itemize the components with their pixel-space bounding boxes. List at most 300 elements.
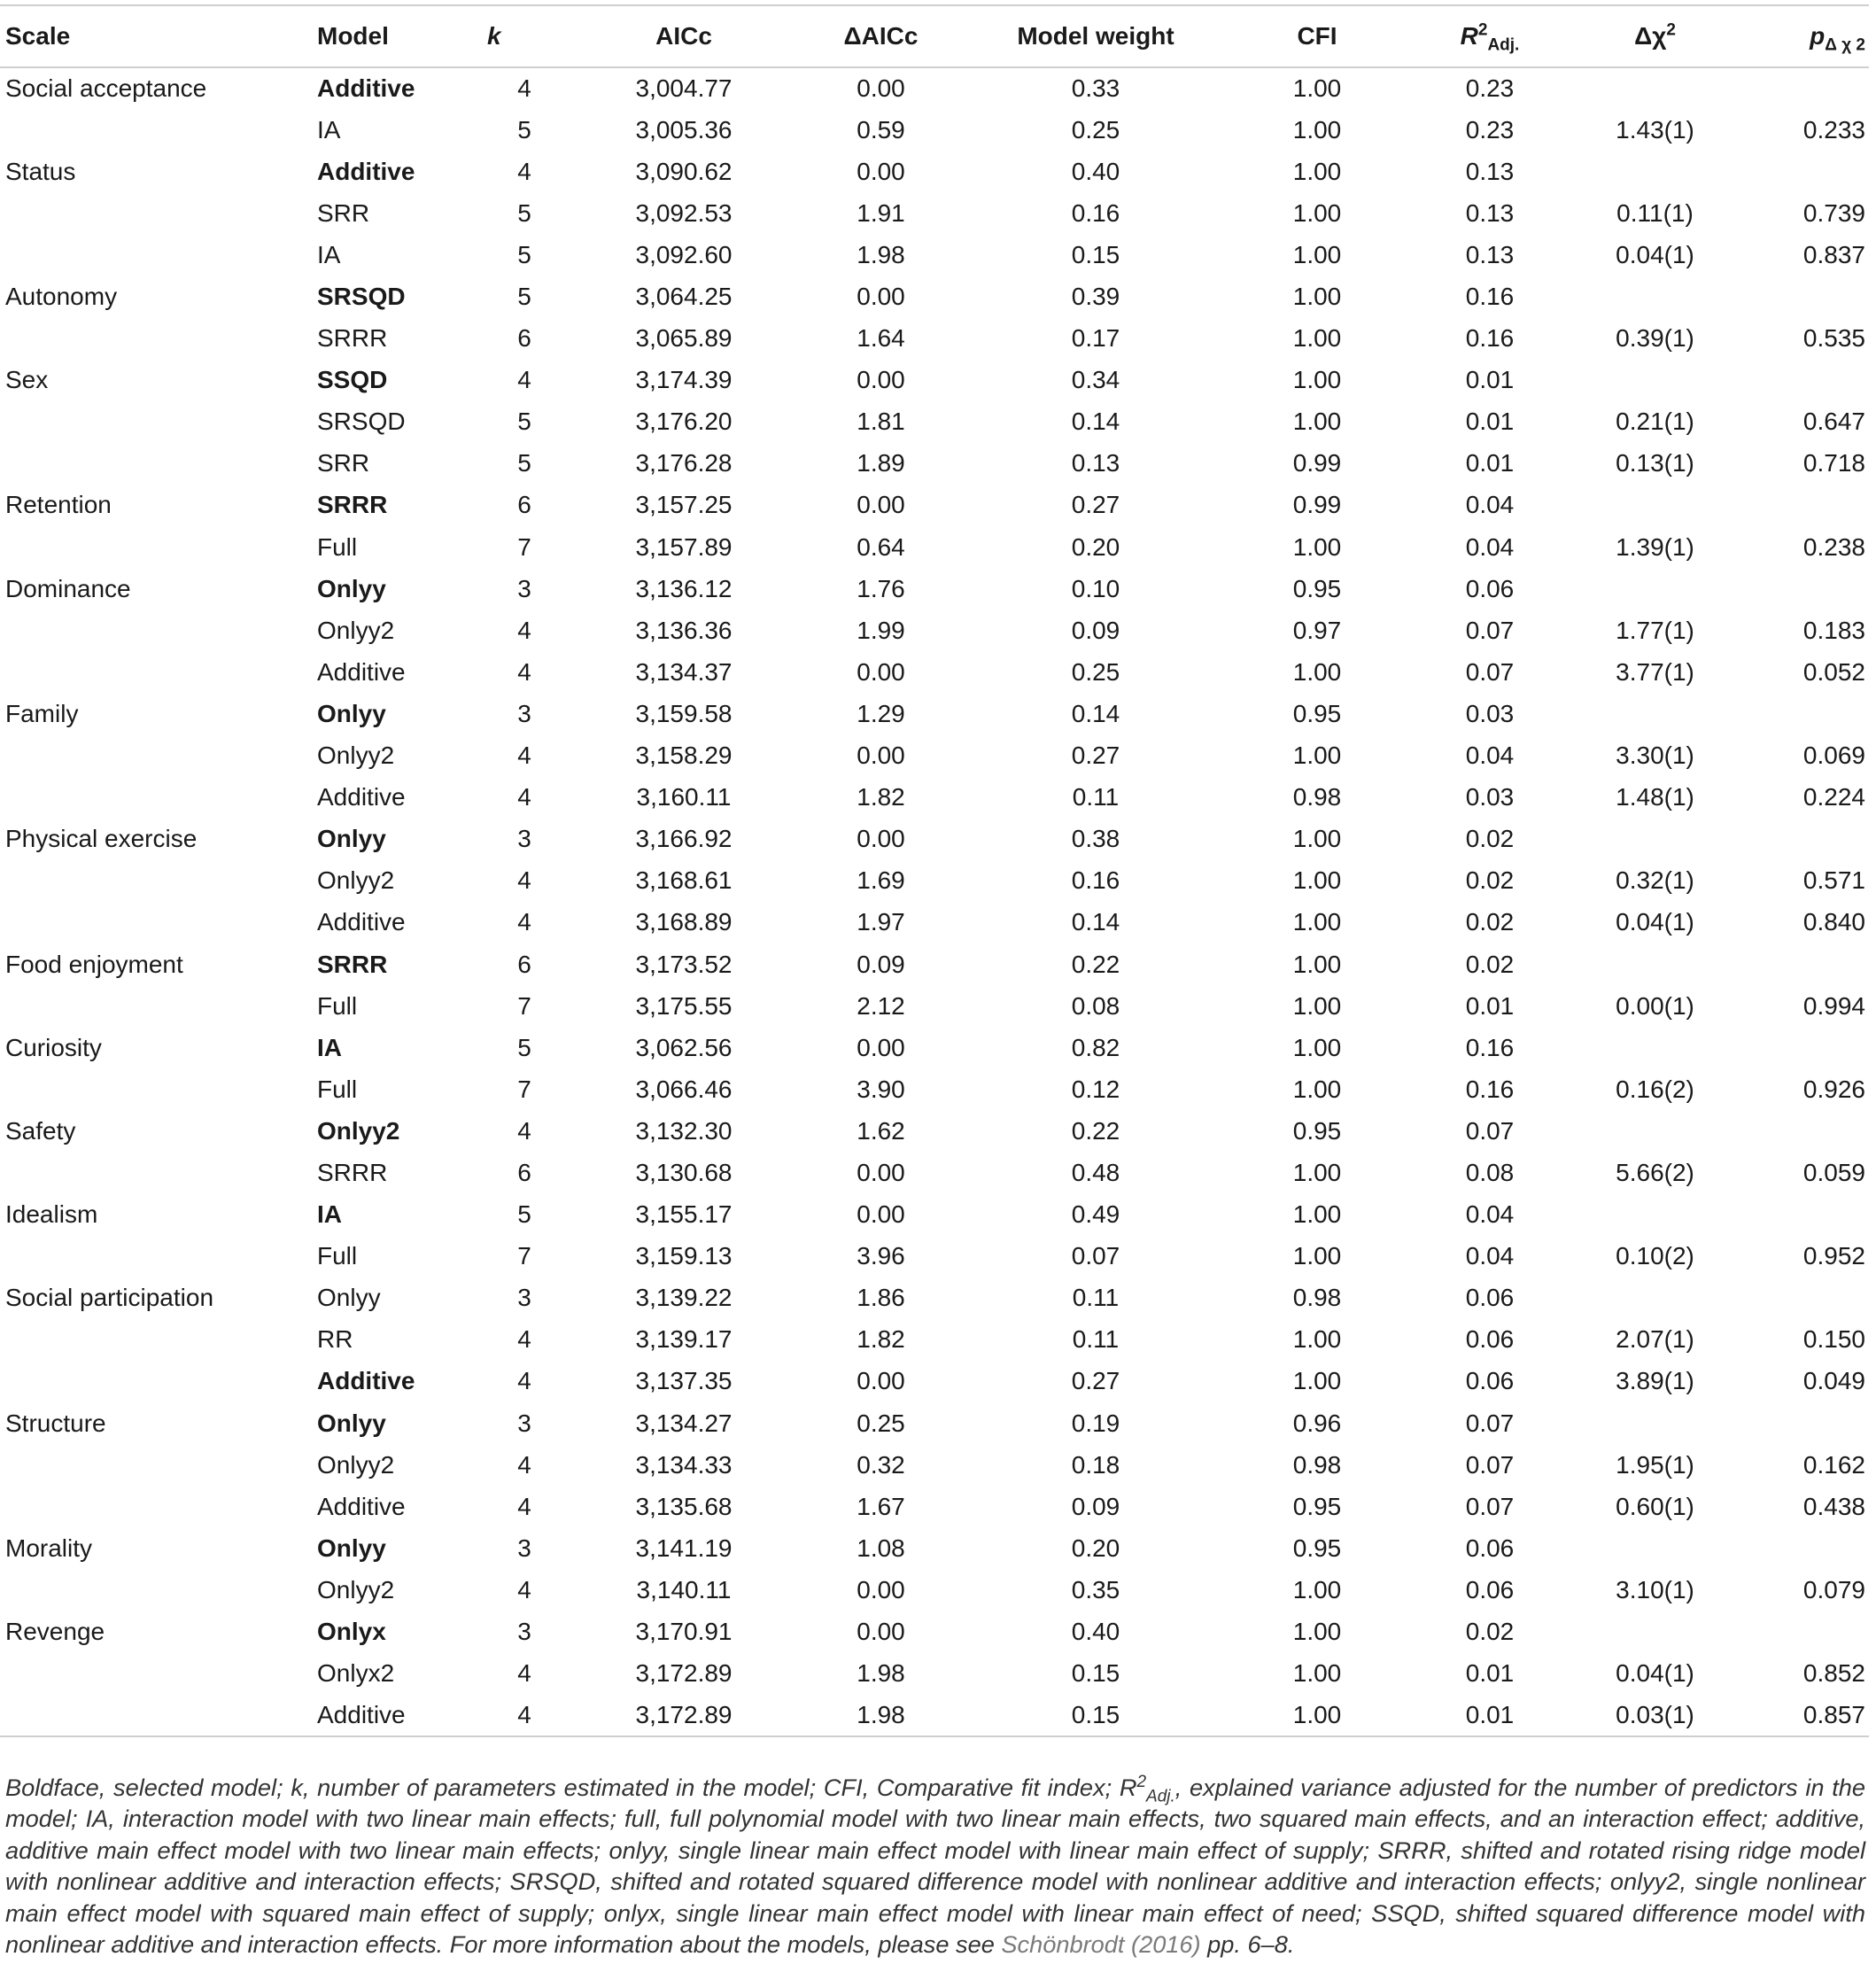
cell-delta-aicc: 0.00: [857, 366, 905, 394]
cell-aicc: 3,137.35: [635, 1367, 733, 1395]
cell-model: Onlyy: [317, 1534, 386, 1562]
cell-delta-chi2: 0.21(1): [1616, 408, 1694, 436]
cell-model-weight: 0.16: [1071, 198, 1120, 227]
cell-aicc: 3,090.62: [635, 157, 733, 185]
cell-delta-chi2: [1574, 943, 1736, 985]
table-row: [0, 735, 1869, 777]
cell-delta-aicc: 1.82: [857, 783, 905, 811]
table-row: [0, 1236, 1869, 1277]
cell-scale: [0, 610, 312, 651]
cell-model-weight: 0.27: [1071, 1367, 1120, 1395]
cell-k: 4: [517, 1659, 531, 1688]
cell-delta-chi2: 0.16(2): [1616, 1075, 1694, 1103]
cell-model: SRSQD: [317, 283, 406, 311]
cell-k: 5: [517, 115, 531, 144]
cell-p-value: [1736, 1194, 1869, 1236]
cell-model-weight: 0.82: [1071, 1033, 1120, 1061]
header-p-delta-chi2: [1736, 5, 1869, 67]
cell-r2-adj: 0.01: [1465, 991, 1515, 1020]
table-row: [0, 526, 1869, 568]
cell-delta-chi2: [1574, 276, 1736, 317]
cell-model-weight: 0.19: [1071, 1409, 1120, 1437]
cell-delta-aicc: 0.00: [857, 1158, 905, 1186]
cell-scale: Dominance: [5, 574, 131, 602]
cell-model: Onlyy2: [317, 866, 395, 895]
cell-model-weight: 0.38: [1071, 825, 1120, 853]
cell-r2-adj: 0.02: [1465, 950, 1515, 978]
cell-delta-aicc: 1.81: [857, 408, 905, 436]
cell-p-value: 0.150: [1802, 1325, 1865, 1354]
cell-model-weight: 0.09: [1071, 1492, 1120, 1520]
cell-p-value: 0.059: [1802, 1158, 1865, 1186]
cell-k: 3: [517, 574, 531, 602]
cell-delta-chi2: 3.30(1): [1616, 742, 1694, 770]
cell-model-weight: 0.13: [1071, 449, 1120, 478]
cell-model-weight: 0.25: [1071, 115, 1120, 144]
cell-cfi: 0.98: [1292, 1450, 1342, 1479]
cell-r2-adj: 0.04: [1465, 532, 1515, 561]
cell-r2-adj: 0.04: [1465, 1242, 1515, 1270]
cell-model: Full: [317, 1242, 358, 1270]
cell-scale: Autonomy: [5, 283, 118, 311]
cell-model: SRRR: [317, 324, 388, 353]
cell-cfi: 0.95: [1292, 1116, 1342, 1145]
cell-delta-chi2: 3.77(1): [1616, 657, 1694, 686]
header-model: Model: [312, 5, 480, 67]
cell-p-value: 0.994: [1802, 991, 1865, 1020]
cell-delta-aicc: 1.98: [857, 240, 905, 268]
cell-p-value: [1736, 151, 1869, 192]
cell-delta-chi2: [1574, 1110, 1736, 1152]
cell-model: Additive: [317, 1367, 415, 1395]
cell-delta-chi2: 1.43(1): [1616, 115, 1694, 144]
cell-delta-chi2: 5.66(2): [1616, 1158, 1694, 1186]
cell-scale: [0, 1569, 312, 1611]
table-row: [0, 819, 1869, 860]
cell-scale: [0, 735, 312, 777]
cell-scale: Family: [5, 699, 79, 727]
cell-p-value: 0.049: [1802, 1367, 1865, 1395]
cell-scale: Idealism: [5, 1200, 98, 1229]
cell-k: 4: [517, 908, 531, 936]
cell-cfi: 1.00: [1292, 366, 1342, 394]
cell-scale: Morality: [5, 1534, 93, 1562]
cell-delta-aicc: 1.67: [857, 1492, 905, 1520]
cell-r2-adj: 0.13: [1465, 240, 1515, 268]
table-header: [0, 5, 1869, 67]
model-comparison-table: [0, 4, 1869, 1737]
header-aicc: AICc: [569, 5, 799, 67]
cell-k: 4: [517, 366, 531, 394]
cell-aicc: 3,172.89: [635, 1659, 733, 1688]
table-row: [0, 276, 1869, 317]
cell-k: 3: [517, 1284, 531, 1312]
cell-aicc: 3,064.25: [635, 283, 733, 311]
table-row: [0, 1486, 1869, 1527]
cell-scale: [0, 651, 312, 693]
cell-model-weight: 0.39: [1071, 283, 1120, 311]
cell-p-value: [1736, 1402, 1869, 1444]
cell-model: SSQD: [317, 366, 388, 394]
cell-scale: [0, 192, 312, 234]
cell-model: Onlyy2: [317, 1575, 395, 1603]
cell-delta-aicc: 0.00: [857, 742, 905, 770]
footnote-text-3: pp. 6–8.: [1200, 1930, 1295, 1959]
cell-cfi: 1.00: [1292, 1367, 1342, 1395]
cell-delta-chi2: [1574, 1027, 1736, 1068]
cell-k: 4: [517, 1450, 531, 1479]
cell-cfi: 0.99: [1292, 449, 1342, 478]
cell-p-value: 0.438: [1802, 1492, 1865, 1520]
table-row: [0, 1444, 1869, 1486]
cell-scale: [0, 777, 312, 819]
cell-delta-aicc: 1.29: [857, 699, 905, 727]
cell-delta-aicc: 1.98: [799, 1695, 963, 1736]
cell-delta-chi2: 0.32(1): [1616, 866, 1694, 895]
cell-aicc: 3,132.30: [635, 1116, 733, 1145]
cell-scale: [0, 1068, 312, 1110]
cell-delta-chi2: 0.03(1): [1574, 1695, 1736, 1736]
cell-cfi: 1.00: [1292, 991, 1342, 1020]
cell-r2-adj: 0.07: [1465, 616, 1515, 644]
cell-cfi: 1.00: [1292, 240, 1342, 268]
cell-aicc: 3,172.89: [569, 1695, 799, 1736]
cell-k: 6: [517, 1158, 531, 1186]
table-row: [0, 1695, 1869, 1736]
cell-delta-chi2: [1574, 1611, 1736, 1652]
cell-cfi: 1.00: [1292, 1033, 1342, 1061]
cell-p-value: 0.952: [1802, 1242, 1865, 1270]
table-row: [0, 192, 1869, 234]
cell-scale: Curiosity: [5, 1033, 102, 1061]
cell-model: Onlyy2: [317, 1450, 395, 1479]
cell-aicc: 3,136.12: [635, 574, 733, 602]
cell-scale: [0, 1361, 312, 1402]
cell-model: Onlyy: [317, 825, 386, 853]
cell-cfi: 1.00: [1292, 657, 1342, 686]
cell-r2-adj: 0.04: [1465, 491, 1515, 519]
cell-model: Onlyy2: [317, 616, 395, 644]
table-row: [0, 651, 1869, 693]
cell-model-weight: 0.14: [1071, 908, 1120, 936]
table-row: [0, 902, 1869, 943]
table-row: [0, 985, 1869, 1027]
cell-model-weight: 0.16: [1071, 866, 1120, 895]
cell-r2-adj: 0.02: [1465, 908, 1515, 936]
cell-k: 6: [517, 950, 531, 978]
cell-k: 3: [517, 1409, 531, 1437]
cell-p-value: 0.183: [1802, 616, 1865, 644]
cell-p-value: [1736, 1277, 1869, 1319]
cell-model: Onlyx2: [317, 1659, 395, 1688]
cell-cfi: 1.00: [1292, 283, 1342, 311]
cell-delta-chi2: 0.39(1): [1616, 324, 1694, 353]
cell-p-value: [1736, 693, 1869, 734]
table-row: [0, 1527, 1869, 1569]
table-row: [0, 860, 1869, 902]
cell-p-value: [1736, 568, 1869, 610]
cell-scale: [0, 443, 312, 485]
cell-scale: [0, 1444, 312, 1486]
cell-r2-adj: 0.04: [1465, 1200, 1515, 1229]
cell-delta-aicc: 2.12: [857, 991, 905, 1020]
cell-p-value: 0.647: [1802, 408, 1865, 436]
cell-k: 4: [517, 657, 531, 686]
cell-model: Onlyx: [317, 1618, 386, 1646]
cell-p-value: 0.079: [1802, 1575, 1865, 1603]
cell-aicc: 3,175.55: [635, 991, 733, 1020]
cell-delta-aicc: 1.76: [857, 574, 905, 602]
cell-delta-aicc: 1.64: [857, 324, 905, 353]
cell-k: 4: [480, 1695, 569, 1736]
cell-scale: [0, 109, 312, 151]
cell-model-weight: 0.18: [1071, 1450, 1120, 1479]
cell-model: Full: [317, 991, 358, 1020]
header-delta-chi-sup: 2: [1666, 20, 1676, 40]
cell-scale: Status: [5, 157, 76, 185]
footnote-text-2: , explained variance adjusted for the number of predictors in the model; IA, interaction model with two linear main effects; full, full polynomial model with two linear main effects, two squared main effects, and an interaction effect; additive, additive main effect model with two linear main effects; onlyy, single linear main effect model with linear main effect of supply; SRRR, shifted and rotated rising ridge model with nonlinear additive and interaction effects; SRSQD, shifted and rotated squared difference model with nonlinear additive and interaction effects; onlyy2, single nonlinear main effect model with squared main effect of supply; onlyx, single linear main effect model with linear main effect of need; SSQD, shifted squared difference model with nonlinear additive and interaction effects. For more information about the models, please see: [5, 1774, 1866, 1959]
header-scale: Scale: [0, 5, 312, 67]
cell-model-weight: 0.20: [1071, 532, 1120, 561]
cell-aicc: 3,173.52: [635, 950, 733, 978]
cell-delta-chi2: [1574, 1194, 1736, 1236]
cell-delta-chi2: [1574, 67, 1736, 109]
cell-cfi: 0.95: [1292, 574, 1342, 602]
cell-delta-chi2: [1574, 693, 1736, 734]
table-row: [0, 1361, 1869, 1402]
cell-cfi: 1.00: [1292, 1325, 1342, 1354]
cell-cfi: 1.00: [1292, 1242, 1342, 1270]
cell-r2-adj: 0.01: [1465, 1659, 1515, 1688]
cell-scale: [0, 1653, 312, 1695]
cell-p-value: [1736, 943, 1869, 985]
cell-model-weight: 0.40: [1071, 1618, 1120, 1646]
cell-r2-adj: 0.16: [1465, 1033, 1515, 1061]
table-row: [0, 568, 1869, 610]
cell-delta-aicc: 0.00: [857, 74, 905, 103]
table-row: [0, 1194, 1869, 1236]
cell-model-weight: 0.34: [1071, 366, 1120, 394]
cell-r2-adj: 0.07: [1465, 1492, 1515, 1520]
cell-r2-adj: 0.03: [1465, 699, 1515, 727]
cell-delta-chi2: 0.60(1): [1616, 1492, 1694, 1520]
cell-delta-aicc: 0.00: [857, 1367, 905, 1395]
cell-cfi: 1.00: [1229, 1695, 1406, 1736]
cell-scale: [0, 526, 312, 568]
cell-model-weight: 0.08: [1071, 991, 1120, 1020]
cell-delta-chi2: 3.89(1): [1616, 1367, 1694, 1395]
cell-delta-aicc: 0.64: [857, 532, 905, 561]
table-row: [0, 1611, 1869, 1652]
cell-delta-chi2: 0.13(1): [1616, 449, 1694, 478]
cell-scale: [0, 1486, 312, 1527]
cell-delta-aicc: 0.00: [857, 825, 905, 853]
header-r2-letter: R: [1460, 22, 1478, 50]
cell-model-weight: 0.15: [963, 1695, 1229, 1736]
cell-k: 4: [517, 1325, 531, 1354]
cell-model-weight: 0.20: [1071, 1534, 1120, 1562]
table-row: [0, 485, 1869, 526]
cell-aicc: 3,168.89: [635, 908, 733, 936]
cell-model-weight: 0.15: [1071, 1659, 1120, 1688]
header-k: k: [480, 5, 569, 67]
cell-cfi: 0.95: [1292, 1534, 1342, 1562]
cell-p-value: 0.238: [1802, 532, 1865, 561]
cell-r2-adj: 0.08: [1465, 1158, 1515, 1186]
cell-model: Additive: [317, 657, 406, 686]
cell-aicc: 3,174.39: [635, 366, 733, 394]
cell-delta-aicc: 1.08: [857, 1534, 905, 1562]
cell-p-value: [1736, 485, 1869, 526]
cell-aicc: 3,159.13: [635, 1242, 733, 1270]
cell-k: 4: [517, 1367, 531, 1395]
table-row: [0, 443, 1869, 485]
cell-aicc: 3,170.91: [635, 1618, 733, 1646]
cell-delta-chi2: [1574, 360, 1736, 401]
cell-cfi: 0.96: [1292, 1409, 1342, 1437]
cell-model-weight: 0.35: [1071, 1575, 1120, 1603]
cell-scale: [0, 401, 312, 443]
table-row: [0, 1277, 1869, 1319]
header-r2-sup: 2: [1477, 20, 1488, 40]
cell-model-weight: 0.14: [1071, 699, 1120, 727]
cell-model: Full: [317, 1075, 358, 1103]
cell-scale: Food enjoyment: [5, 950, 183, 978]
table-row: [0, 777, 1869, 819]
cell-cfi: 0.98: [1292, 783, 1342, 811]
cell-aicc: 3,140.11: [636, 1575, 732, 1603]
header-cfi: CFI: [1229, 5, 1406, 67]
table-row: [0, 610, 1869, 651]
cell-p-value: [1736, 1027, 1869, 1068]
cell-cfi: 1.00: [1292, 742, 1342, 770]
cell-p-value: 0.852: [1802, 1659, 1865, 1688]
cell-cfi: 1.00: [1292, 950, 1342, 978]
cell-model: IA: [317, 115, 341, 144]
cell-aicc: 3,004.77: [635, 74, 733, 103]
cell-delta-chi2: 0.04(1): [1616, 240, 1694, 268]
table-row: [0, 1068, 1869, 1110]
cell-delta-chi2: 1.48(1): [1616, 783, 1694, 811]
cell-delta-chi2: [1574, 151, 1736, 192]
cell-r2-adj: 0.07: [1465, 1450, 1515, 1479]
cell-model-weight: 0.33: [1071, 74, 1120, 103]
cell-model-weight: 0.40: [1071, 157, 1120, 185]
cell-k: 6: [517, 324, 531, 353]
cell-k: 4: [517, 1492, 531, 1520]
cell-k: 7: [517, 532, 531, 561]
cell-r2-adj: 0.06: [1465, 1534, 1515, 1562]
cell-k: 3: [517, 825, 531, 853]
cell-p-value: 0.840: [1802, 908, 1865, 936]
cell-delta-chi2: 0.00(1): [1616, 991, 1694, 1020]
cell-model-weight: 0.27: [1071, 491, 1120, 519]
cell-k: 4: [517, 866, 531, 895]
cell-r2-adj: 0.06: [1465, 1367, 1515, 1395]
cell-k: 5: [517, 449, 531, 478]
cell-model: SRSQD: [317, 408, 406, 436]
cell-scale: [0, 1319, 312, 1361]
cell-scale: Sex: [5, 366, 49, 394]
cell-p-value: 0.069: [1802, 742, 1865, 770]
cell-delta-chi2: [1574, 485, 1736, 526]
cell-delta-aicc: 0.00: [857, 491, 905, 519]
cell-model: Additive: [312, 1695, 480, 1736]
cell-model: Onlyy: [317, 1409, 386, 1437]
cell-model-weight: 0.11: [1072, 783, 1120, 811]
cell-k: 4: [517, 1575, 531, 1603]
cell-p-value: 0.162: [1802, 1450, 1865, 1479]
cell-aicc: 3,141.19: [635, 1534, 733, 1562]
cell-aicc: 3,139.17: [635, 1325, 733, 1354]
cell-scale: Social acceptance: [5, 74, 207, 103]
cell-delta-chi2: 1.95(1): [1616, 1450, 1694, 1479]
footnote-sub: Adj.: [1146, 1787, 1175, 1806]
cell-k: 7: [517, 991, 531, 1020]
cell-scale: Physical exercise: [5, 825, 198, 853]
cell-cfi: 0.95: [1292, 699, 1342, 727]
cell-cfi: 1.00: [1292, 1075, 1342, 1103]
cell-scale: [0, 318, 312, 360]
cell-k: 4: [517, 616, 531, 644]
cell-scale: Safety: [5, 1116, 76, 1145]
cell-aicc: 3,176.20: [635, 408, 733, 436]
reference-link[interactable]: Schönbrodt (2016): [1001, 1930, 1201, 1959]
cell-cfi: 1.00: [1292, 1158, 1342, 1186]
cell-cfi: 1.00: [1292, 1618, 1342, 1646]
cell-aicc: 3,155.17: [635, 1200, 733, 1229]
cell-delta-aicc: 1.62: [857, 1116, 905, 1145]
cell-delta-aicc: 0.32: [857, 1450, 905, 1479]
cell-aicc: 3,005.36: [635, 115, 733, 144]
table-row: [0, 1569, 1869, 1611]
cell-model-weight: 0.10: [1071, 574, 1120, 602]
cell-k: 5: [517, 1033, 531, 1061]
cell-scale: [0, 1695, 312, 1736]
cell-scale: [0, 234, 312, 276]
cell-aicc: 3,160.11: [636, 783, 732, 811]
footnote-sup: 2: [1136, 1772, 1147, 1791]
cell-model: SRRR: [317, 1158, 388, 1186]
cell-model: Additive: [317, 74, 415, 103]
cell-model: IA: [317, 1033, 342, 1061]
cell-scale: [0, 985, 312, 1027]
table-row: [0, 1027, 1869, 1068]
cell-aicc: 3,166.92: [635, 825, 733, 853]
table-row: [0, 1402, 1869, 1444]
cell-model: Onlyy: [317, 1284, 381, 1312]
cell-p-value: [1736, 1527, 1869, 1569]
cell-cfi: 1.00: [1292, 198, 1342, 227]
cell-model-weight: 0.14: [1071, 408, 1120, 436]
cell-r2-adj: 0.01: [1465, 408, 1515, 436]
cell-r2-adj: 0.07: [1465, 1409, 1515, 1437]
cell-delta-chi2: 0.10(2): [1616, 1242, 1694, 1270]
cell-scale: [0, 860, 312, 902]
cell-scale: [0, 1152, 312, 1193]
cell-model-weight: 0.25: [1071, 657, 1120, 686]
cell-delta-aicc: 0.00: [857, 1033, 905, 1061]
cell-model: Onlyy: [317, 574, 386, 602]
cell-r2-adj: 0.23: [1465, 74, 1515, 103]
cell-cfi: 1.00: [1292, 74, 1342, 103]
cell-p-value: 0.718: [1802, 449, 1865, 478]
cell-model: IA: [317, 240, 341, 268]
cell-model-weight: 0.22: [1071, 950, 1120, 978]
cell-r2-adj: 0.23: [1465, 115, 1515, 144]
cell-r2-adj: 0.06: [1465, 1325, 1515, 1354]
cell-model-weight: 0.17: [1071, 324, 1120, 353]
